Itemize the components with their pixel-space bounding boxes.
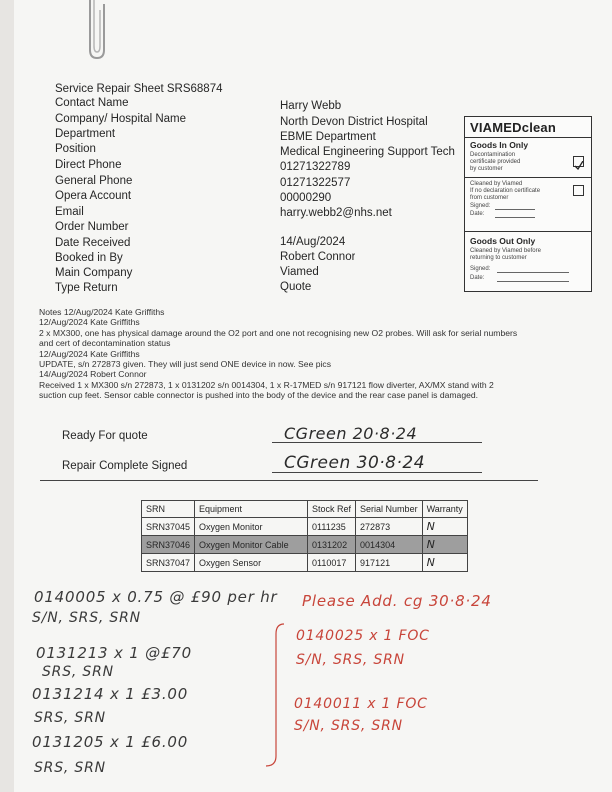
goods-out-title: Goods Out Only <box>470 236 536 246</box>
table-header-row <box>142 501 468 518</box>
cell-stock-ref: 0111235 <box>308 518 356 536</box>
note-line: Notes 12/Aug/2024 Kate Griffiths <box>39 307 165 317</box>
section-divider <box>40 480 538 481</box>
complete-signature-line <box>272 472 482 473</box>
table-row <box>142 518 468 536</box>
value-contact-name: Harry Webb <box>280 100 342 112</box>
signature-line <box>497 272 569 273</box>
checkmark-icon <box>574 161 583 170</box>
note-line: suction cup feet. Sensor cable connector is pushed into the body of the device and the rear case panel is damaged. <box>39 390 479 401</box>
note-line: 14/Aug/2024 Robert Connor <box>39 369 147 380</box>
red-bracket <box>264 620 288 770</box>
column-header: Warranty <box>422 501 467 518</box>
cleaned-line: Cleaned by Viamed <box>470 181 523 187</box>
date-label: Date: <box>470 211 485 217</box>
cell-warranty: N <box>422 536 467 554</box>
value-position: Medical Engineering Support Tech <box>280 146 455 158</box>
handwritten-line: 0131205 x 1 £6.00 <box>32 733 189 751</box>
cell-stock-ref: 0110017 <box>308 554 356 572</box>
date-line <box>497 281 569 282</box>
goods-in-line: Decontamination <box>470 152 516 158</box>
handwritten-line: SRS, SRN <box>34 760 106 776</box>
note-line: 12/Aug/2024 Kate Griffiths <box>39 348 140 359</box>
box-divider <box>465 231 591 232</box>
box-divider <box>465 137 591 138</box>
column-header: Equipment <box>195 501 308 518</box>
sheet-title: Service Repair Sheet SRS68874 <box>55 83 223 95</box>
out-signed-label: Signed: <box>470 266 491 272</box>
label-department: Department <box>55 128 116 140</box>
handwritten-red-line: S/N, SRS, SRN <box>294 718 403 734</box>
label-contact-name: Contact Name <box>55 97 129 109</box>
handwritten-line: 0140005 x 0.75 @ £90 per hr <box>34 588 278 606</box>
cell-warranty: N <box>422 518 467 536</box>
goods-in-line: certificate provided <box>470 159 521 165</box>
table-row <box>142 554 468 572</box>
column-header: Stock Ref <box>308 501 356 518</box>
label-main-company: Main Company <box>55 267 133 279</box>
date-line <box>495 217 535 218</box>
ready-signature-line <box>272 442 482 443</box>
value-direct-phone: 01271322789 <box>280 161 351 173</box>
cleaned-checkbox[interactable] <box>573 185 584 196</box>
label-email: Email <box>55 206 84 218</box>
goods-in-line: by customer <box>470 166 503 172</box>
repair-complete-label: Repair Complete Signed <box>62 460 188 472</box>
value-booked-in-by: Robert Connor <box>280 251 356 263</box>
goods-out-line: returning to customer <box>470 255 527 261</box>
signature-line <box>495 209 535 210</box>
viamed-clean-box <box>464 116 592 292</box>
cell-serial: 272873 <box>356 518 423 536</box>
handwritten-red-line: Please Add. cg 30·8·24 <box>302 592 492 610</box>
goods-out-line: Cleaned by Viamed before <box>470 248 541 254</box>
decon-checkbox[interactable] <box>573 156 584 167</box>
cell-srn: SRN37045 <box>142 518 195 536</box>
value-general-phone: 01271322577 <box>280 177 351 189</box>
cell-equipment: Oxygen Sensor <box>195 554 308 572</box>
value-department: EBME Department <box>280 131 376 143</box>
label-general-phone: General Phone <box>55 175 133 187</box>
goods-in-title: Goods In Only <box>470 140 529 150</box>
handwritten-red-line: 0140011 x 1 FOC <box>294 696 428 712</box>
ready-for-quote-label: Ready For quote <box>62 430 148 442</box>
label-opera-account: Opera Account <box>55 190 132 202</box>
column-header: SRN <box>142 501 195 518</box>
note-line: UPDATE, s/n 272873 given. They will just send ONE device in now. See pics <box>39 359 332 370</box>
value-email: harry.webb2@nhs.net <box>280 207 392 219</box>
cell-warranty: N <box>422 554 467 572</box>
handwritten-line: SRS, SRN <box>42 664 114 680</box>
label-booked-in-by: Booked in By <box>55 252 123 264</box>
note-line: 12/Aug/2024 Kate Griffiths <box>39 317 140 328</box>
cleaned-line: If no declaration certificate <box>470 188 541 194</box>
cell-stock-ref: 0131202 <box>308 536 356 554</box>
label-type-return: Type Return <box>55 282 118 294</box>
value-date-received: 14/Aug/2024 <box>280 236 346 248</box>
cell-equipment: Oxygen Monitor <box>195 518 308 536</box>
cell-serial: 917121 <box>356 554 423 572</box>
equipment-table <box>141 500 468 572</box>
cleaned-line: from customer <box>470 195 509 201</box>
box-divider <box>465 177 591 178</box>
value-opera-account: 00000290 <box>280 192 332 204</box>
repair-complete-signature: CGreen 30·8·24 <box>284 453 426 473</box>
column-header: Serial Number <box>356 501 423 518</box>
cell-serial: 0014304 <box>356 536 423 554</box>
handwritten-red-line: S/N, SRS, SRN <box>296 652 405 668</box>
notes-section <box>39 307 599 401</box>
label-company: Company/ Hospital Name <box>55 113 187 125</box>
cell-srn: SRN37046 <box>142 536 195 554</box>
value-type-return: Quote <box>280 281 312 293</box>
out-date-label: Date: <box>470 275 485 281</box>
note-line: 2 x MX300, one has physical damage around the O2 port and one not recognising new O2 probes. Will ask for serial numbers <box>39 327 518 338</box>
label-date-received: Date Received <box>55 237 131 249</box>
handwritten-red-line: 0140025 x 1 FOC <box>296 628 430 644</box>
label-position: Position <box>55 143 96 155</box>
handwritten-line: S/N, SRS, SRN <box>32 610 141 626</box>
value-main-company: Viamed <box>280 266 319 278</box>
viamed-clean-logo: VIAMEDclean <box>470 120 557 135</box>
ready-for-quote-signature: CGreen 20·8·24 <box>284 424 418 443</box>
note-line: and cert of decontamination status <box>39 338 171 349</box>
cell-srn: SRN37047 <box>142 554 195 572</box>
table-row <box>142 536 468 554</box>
handwritten-line: 0131213 x 1 @£70 <box>36 644 192 662</box>
label-direct-phone: Direct Phone <box>55 159 122 171</box>
signed-label: Signed: <box>470 203 491 209</box>
value-company: North Devon District Hospital <box>280 116 428 128</box>
handwritten-line: SRS, SRN <box>34 710 106 726</box>
label-order-number: Order Number <box>55 221 129 233</box>
cell-equipment: Oxygen Monitor Cable <box>195 536 308 554</box>
handwritten-line: 0131214 x 1 £3.00 <box>32 685 189 703</box>
repair-sheet <box>14 0 612 792</box>
paper-clip <box>84 0 110 62</box>
note-line: Received 1 x MX300 s/n 272873, 1 x 0131202 s/n 0014304, 1 x R-17MED s/n 917121 flow diverter, AX/MX stand with 2 <box>39 379 494 390</box>
